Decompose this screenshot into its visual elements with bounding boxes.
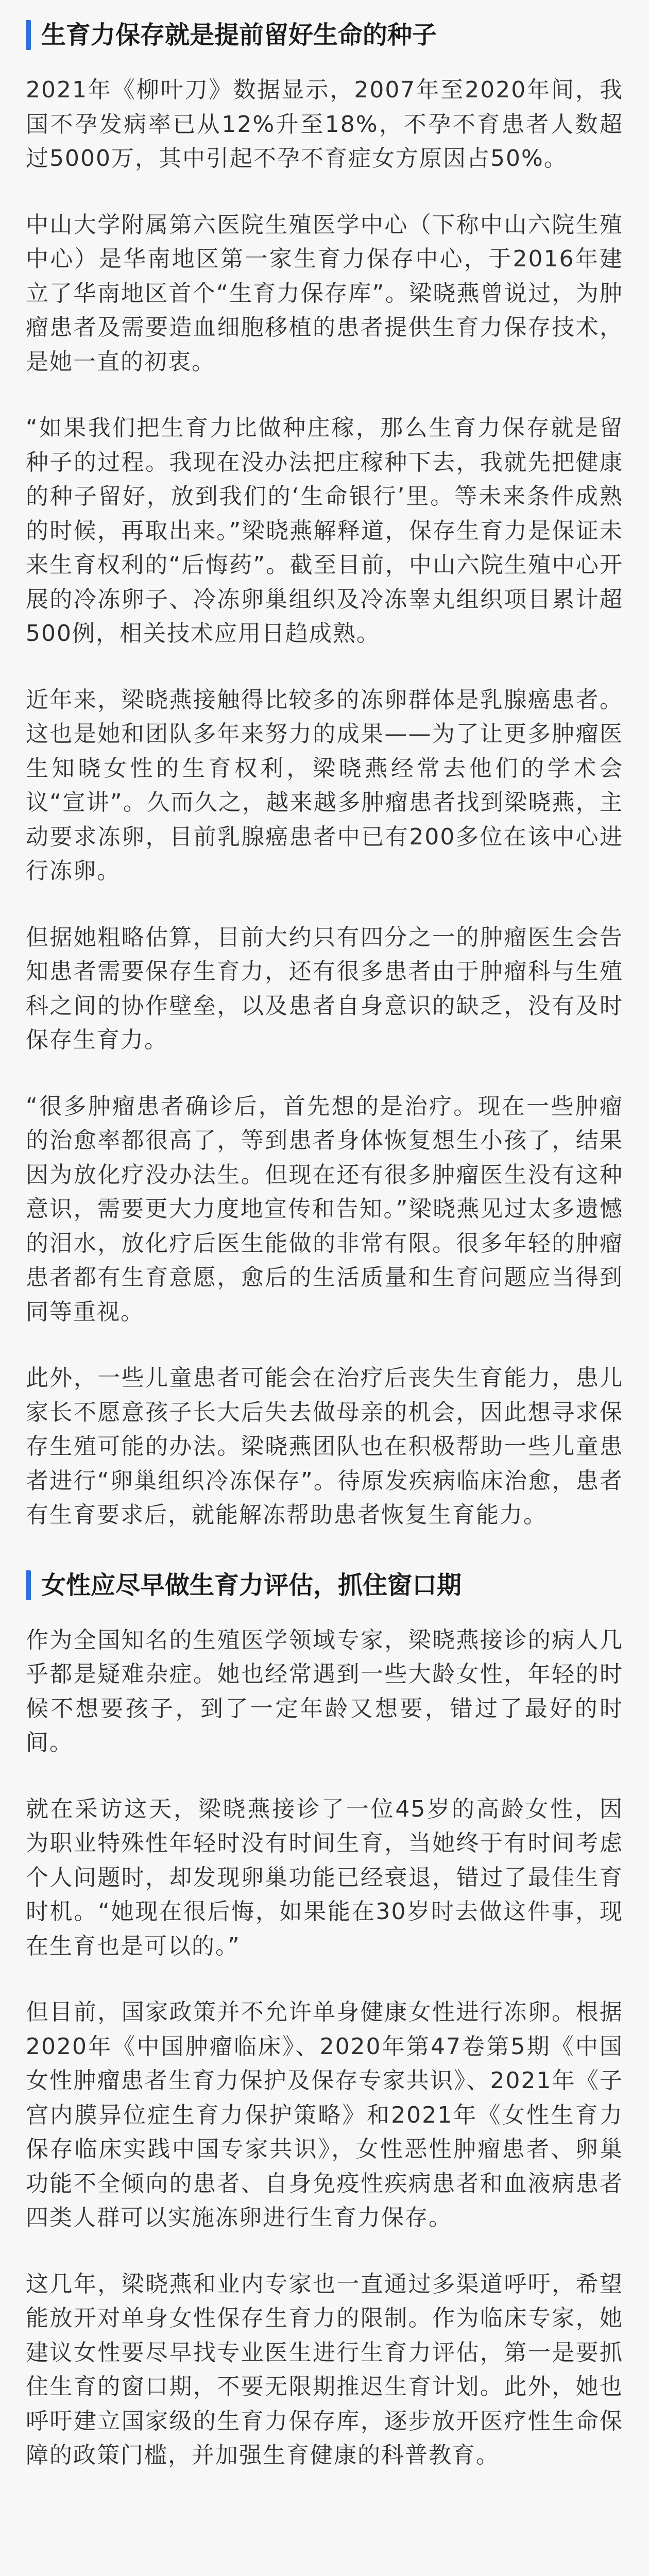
section-heading <box>26 1565 623 1606</box>
article-paragraph: 作为全国知名的生殖医学领域专家，梁晓燕接诊的病人几乎都是疑难杂症。她也经常遇到一些大龄女性，年轻的时候不想要孩子，到了一定年龄又想要，错过了最好的时间。 <box>26 1626 623 1756</box>
article-paragraph: 就在采访这天，梁晓燕接诊了一位45岁的高龄女性，因为职业特殊性年轻时没有时间生育，当她终于有时间考虑个人问题时，却发现卵巢功能已经衰退，错过了最佳生育时机。“她现在很后悔，如果能在30岁时去做这件事，现在生育也是可以的。” <box>26 1795 623 1959</box>
article-paragraph: 此外，一些儿童患者可能会在治疗后丧失生育能力，患儿家长不愿意孩子长大后失去做母亲的机会，因此想寻求保存生殖可能的办法。梁晓燕团队也在积极帮助一些儿童患者进行“卵巢组织冷冻保存”。待原发疾病临床治愈，患者有生育要求后，就能解冻帮助患者恢复生育能力。 <box>26 1365 623 1528</box>
article-section-fertility-preservation <box>26 14 623 1533</box>
article-section-fertility-assessment <box>26 1565 623 2473</box>
article-paragraph: 中山大学附属第六医院生殖医学中心（下称中山六院生殖中心）是华南地区第一家生育力保存中心，于2016年建立了华南地区首个“生育力保存库”。梁晓燕曾说过，为肿瘤患者及需要造血细胞移植的患者提供生育力保存技术，是她一直的初衷。 <box>26 211 623 375</box>
heading-accent-bar <box>26 1570 31 1600</box>
article-paragraph: “很多肿瘤患者确诊后，首先想的是治疗。现在一些肿瘤的治愈率都很高了，等到患者身体恢复想生小孩了，结果因为放化疗没办法生。但现在还有很多肿瘤医生没有这种意识，需要更大力度地宣传和告知。”梁晓燕见过太多遗憾的泪水，放化疗后医生能做的非常有限。很多年轻的肿瘤患者都有生育意愿，愈后的生活质量和生育问题应当得到同等重视。 <box>26 1093 623 1325</box>
article-paragraph: “如果我们把生育力比做种庄稼，那么生育力保存就是留种子的过程。我现在没办法把庄稼种下去，我就先把健康的种子留好，放到我们的‘生命银行’里。等未来条件成熟的时候，再取出来。”梁晓燕解释道，保存生育力是保证未来生育权利的“后悔药”。截至目前，中山六院生殖中心开展的冷冻卵子、冷冻卵巢组织及冷冻睾丸组织项目累计超500例，相关技术应用日趋成熟。 <box>26 415 623 647</box>
section-title: 生育力保存就是提前留好生命的种子 <box>41 21 437 49</box>
article-paragraph: 但目前，国家政策并不允许单身健康女性进行冻卵。根据2020年《中国肿瘤临床》、2020年第47卷第5期《中国女性肿瘤患者生育力保护及保存专家共识》、2021年《子宫内膜异位症生育力保护策略》和2021年《女性生育力保存临床实践中国专家共识》，女性恶性肿瘤患者、卵巢功能不全倾向的患者、自身免疫性疾病患者和血液病患者四类人群可以实施冻卵进行生育力保存。 <box>26 1999 623 2231</box>
article-paragraph: 这几年，梁晓燕和业内专家也一直通过多渠道呼吁，希望能放开对单身女性保存生育力的限制。作为临床专家，她建议女性要尽早找专业医生进行生育力评估，第一是要抓住生育的窗口期，不要无限期推迟生育计划。此外，她也呼吁建立国家级的生育力保存库，逐步放开医疗性生命保障的政策门槛，并加强生育健康的科普教育。 <box>26 2270 623 2468</box>
heading-accent-bar <box>26 20 31 50</box>
article-paragraph: 近年来，梁晓燕接触得比较多的冻卵群体是乳腺癌患者。这也是她和团队多年来努力的成果——为了让更多肿瘤医生知晓女性的生育权利，梁晓燕经常去他们的学术会议“宣讲”。久而久之，越来越多肿瘤患者找到梁晓燕，主动要求冻卵，目前乳腺癌患者中已有200多位在该中心进行冻卵。 <box>26 686 623 884</box>
article-paragraph: 但据她粗略估算，目前大约只有四分之一的肿瘤医生会告知患者需要保存生育力，还有很多患者由于肿瘤科与生殖科之间的协作壁垒，以及患者自身意识的缺乏，没有及时保存生育力。 <box>26 924 623 1053</box>
article-paragraph: 2021年《柳叶刀》数据显示，2007年至2020年间，我国不孕发病率已从12%升至18%，不孕不育患者人数超过5000万，其中引起不孕不育症女方原因占50%。 <box>26 77 623 172</box>
section-title: 女性应尽早做生育力评估，抓住窗口期 <box>41 1570 462 1600</box>
section-heading <box>26 14 623 56</box>
